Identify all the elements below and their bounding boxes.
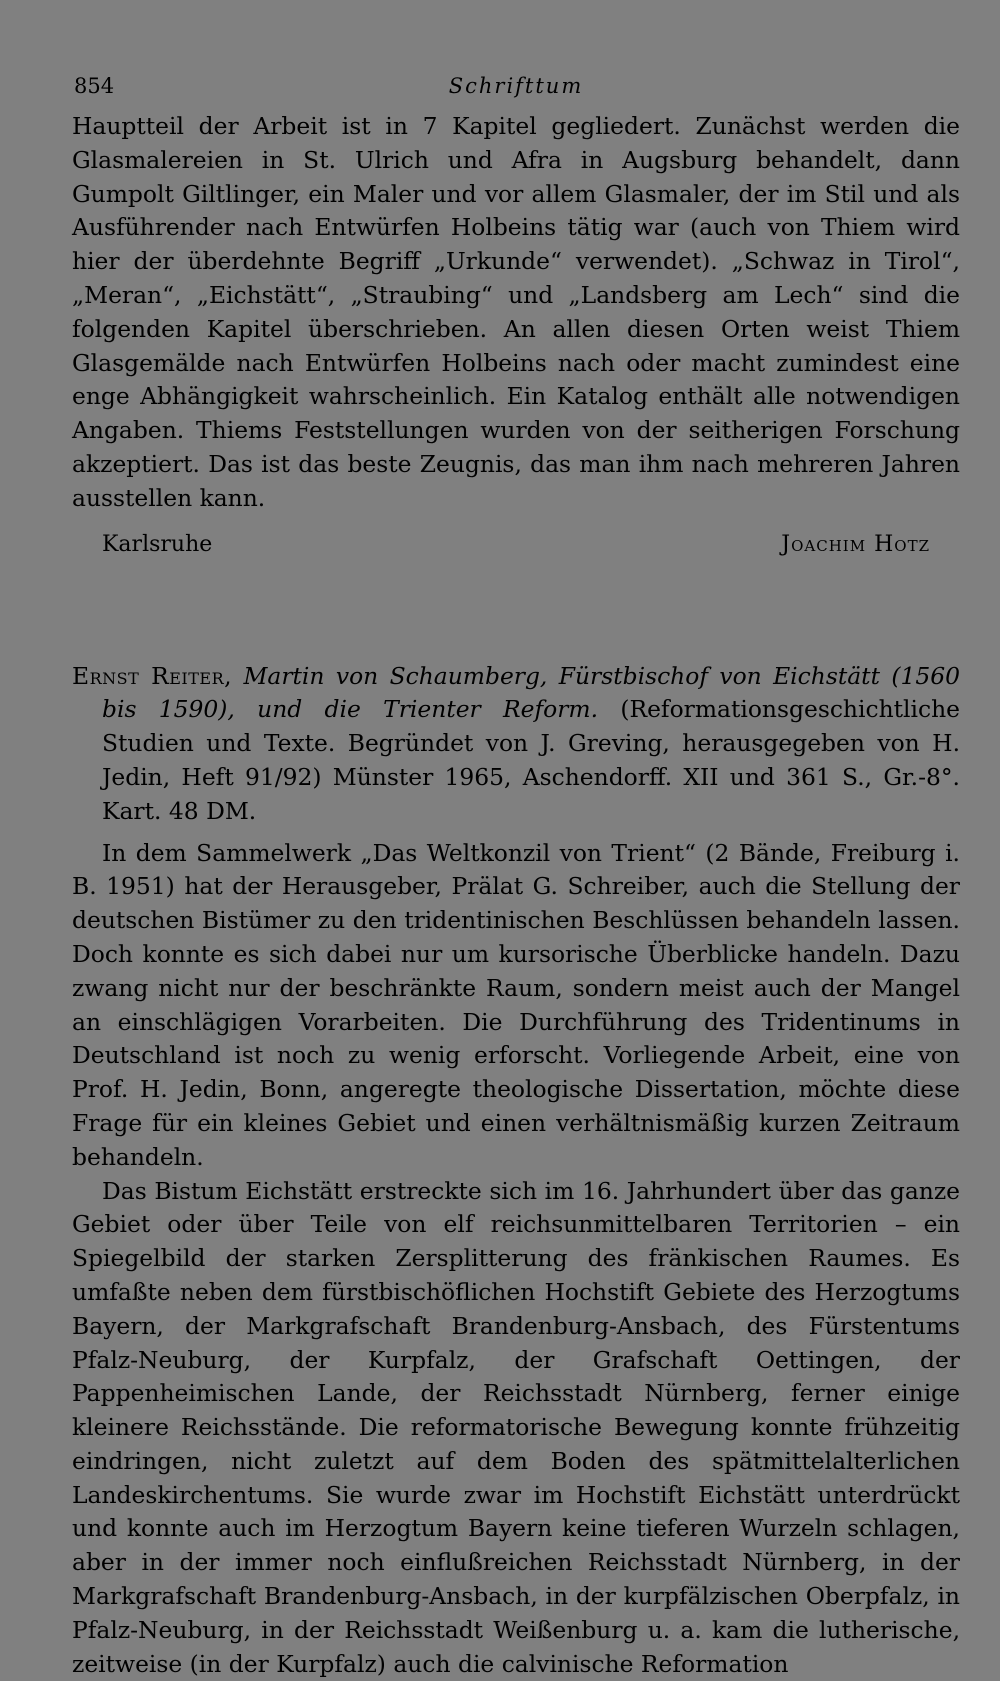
reviewed-author: Ernst Reiter,: [72, 661, 233, 690]
reviewed-book-title: Martin von Schaumberg, Fürstbischof von Eichstätt (1560 bis 1590), und die Trienter Reform.: [102, 661, 960, 724]
continued-paragraph: Hauptteil der Arbeit ist in 7 Kapitel gegliedert. Zunächst werden die Glasmalereien in St. Ulrich und Afra in Augsburg behandelt, dann Gumpolt Giltlinger, ein Maler und vor allem Glasmaler, der im Stil und als Ausführender nach Entwürfen Holbeins tätig war (auch von Thiem wird hier der überdehnte Begriff „Urkunde“ verwendet). „Schwaz in Tirol“, „Meran“, „Eichstätt“, „Straubing“ und „Landsberg am Lech“ sind die folgenden Kapitel überschrieben. An allen diesen Orten weist Thiem Glasgemälde nach Entwürfen Holbeins nach oder macht zumindest eine enge Abhängigkeit wahrscheinlich. Ein Katalog enthält alle notwendigen Angaben. Thiems Feststellungen wurden von der seitherigen Forschung akzeptiert. Das ist das beste Zeugnis, das man ihm nach mehreren Jahren ausstellen kann.: [72, 112, 960, 512]
review-signature: [72, 528, 960, 562]
review-paragraph: In dem Sammelwerk „Das Weltkonzil von Trient“ (2 Bände, Freiburg i. B. 1951) hat der Herausgeber, Prälat G. Schreiber, auch die Stellung der deutschen Bistümer zu den tridentinischen Beschlüssen behandeln lassen. Doch konnte es sich dabei nur um kursorische Überblicke handeln. Dazu zwang nicht nur der beschränkte Raum, sondern meist auch der Mangel an einschlägigen Vorarbeiten. Die Durchführung des Tridentinums in Deutschland ist noch zu wenig erforscht. Vorliegende Arbeit, eine von Prof. H. Jedin, Bonn, angeregte theologische Dissertation, möchte diese Frage für ein kleines Gebiet und einen verhältnismäßig kurzen Zeitraum behandeln.: [72, 838, 960, 1171]
review-citation: [72, 660, 960, 829]
page-text: [72, 110, 960, 1681]
running-title: Schrifttum: [448, 74, 584, 98]
signature-place: Karlsruhe: [102, 531, 213, 557]
reviewed-book-details: (Reformationsgeschichtliche Studien und Texte. Begründet von J. Greving, herausgegeben von H. Jedin, Heft 91/92) Münster 1965, Aschendorff. XII und 361 S., Gr.-8°. Kart. 48 DM.: [102, 695, 960, 825]
review-paragraph: Das Bistum Eichstätt erstreckte sich im 16. Jahrhundert über das ganze Gebiet oder über Teile von elf reichsunmittelbaren Territorien – ein Spiegelbild der starken Zersplitterung des fränkischen Raumes. Es umfaßte neben dem fürstbischöflichen Hochstift Gebiete des Herzogtums Bayern, der Markgrafschaft Brandenburg-Ansbach, des Fürstentums Pfalz-Neuburg, der Kurpfalz, der Grafschaft Oettingen, der Pappenheimischen Lande, der Reichsstadt Nürnberg, ferner einige kleinere Reichsstände. Die reformatorische Bewegung konnte frühzeitig eindringen, nicht zuletzt auf dem Boden des spätmittelalterlichen Landeskirchentums. Sie wurde zwar im Hochstift Eichstätt unterdrückt und konnte auch im Herzogtum Bayern keine tieferen Wurzeln schlagen, aber in der immer noch einflußreichen Reichsstadt Nürnberg, in der Markgrafschaft Brandenburg-Ansbach, in der kurpfälzischen Oberpfalz, in Pfalz-Neuburg, in der Reichsstadt Weißenburg u. a. kam die lutherische, zeitweise (in der Kurpfalz) auch die calvinische Reformation: [72, 1176, 960, 1678]
page-number: 854: [74, 74, 115, 98]
running-head: [72, 70, 960, 110]
signature-author: Joachim Hotz: [781, 531, 930, 557]
